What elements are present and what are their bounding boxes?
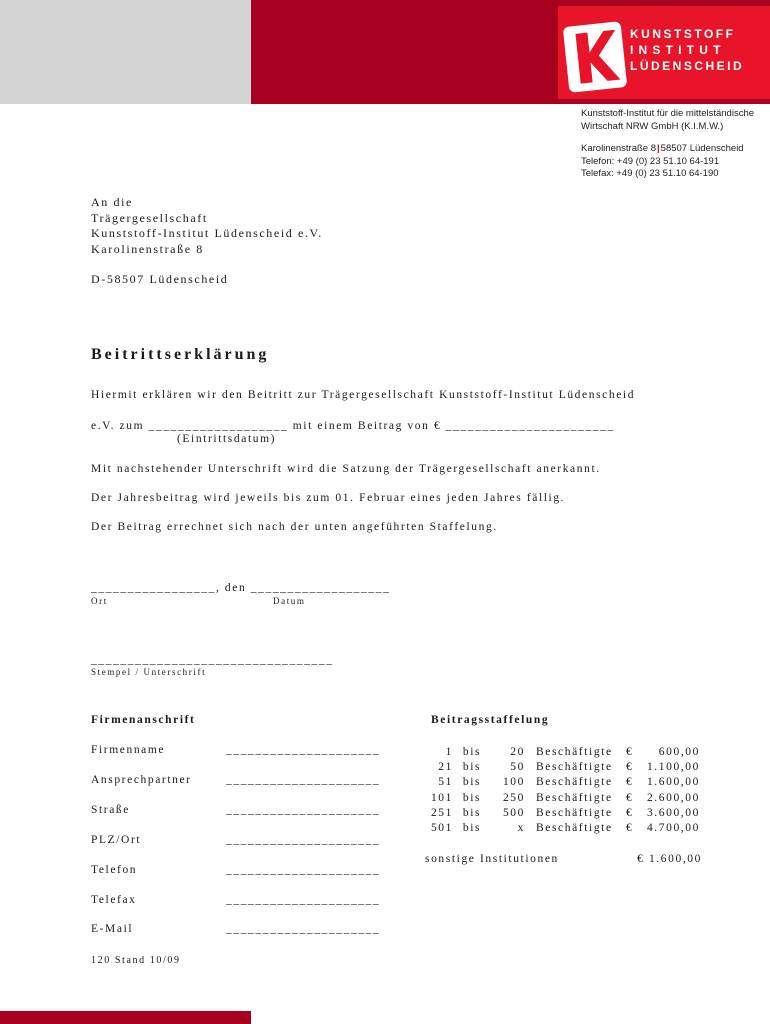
fee-unit: Beschäftigte	[536, 821, 613, 834]
company-heading: Firmenanschrift	[91, 714, 196, 726]
entry-date-hint: (Eintrittsdatum)	[177, 433, 277, 445]
statute-text: Mit nachstehender Unterschrift wird die Satzung der Trägergesellschaft anerkannt.	[91, 463, 601, 475]
date-label: Datum	[273, 596, 306, 606]
fee-row	[425, 745, 700, 760]
fee-to: 50	[510, 761, 525, 774]
fee-other-amount: € 1.600,00	[637, 853, 702, 865]
fee-row	[425, 821, 700, 836]
recipient-address	[91, 195, 323, 288]
document-title: Beitrittserklärung	[91, 346, 270, 363]
field-label-street: Straße	[91, 804, 130, 816]
fee-amount: 1.100,00	[646, 761, 700, 774]
field-input-phone[interactable]: _____________________	[226, 864, 381, 876]
fee-row	[425, 806, 700, 821]
fee-bis: bis	[462, 791, 482, 804]
place-label: Ort	[91, 596, 108, 606]
fee-currency: €	[626, 776, 634, 789]
fee-from: 251	[430, 806, 453, 819]
fee-amount: 2.600,00	[646, 791, 700, 804]
fee-from: 51	[438, 776, 453, 789]
sender-address	[581, 143, 754, 156]
logo-k-icon	[563, 21, 628, 93]
fee-unit: Beschäftigte	[536, 806, 613, 819]
fee-other-label: sonstige Institutionen	[425, 853, 559, 865]
fee-unit: Beschäftigte	[536, 746, 613, 758]
fee-currency: €	[626, 761, 634, 774]
sender-line: Kunststoff-Institut für die mittelständische	[581, 108, 755, 119]
fee-amount: 600,00	[658, 746, 700, 758]
fee-row	[425, 791, 700, 806]
sender-fax: Telefax: +49 (0) 23 51.10 64-190	[581, 168, 719, 179]
header-grey-band	[0, 0, 251, 104]
fee-amount: 1.600,00	[646, 776, 700, 789]
fee-from: 21	[438, 761, 453, 774]
sender-phone: Telefon: +49 (0) 23 51.10 64-191	[581, 155, 720, 167]
field-label-zip-city: PLZ/Ort	[91, 834, 142, 846]
fee-from: 101	[430, 791, 453, 804]
place-date-line[interactable]: _________________, den ___________________	[91, 582, 391, 594]
field-input-street[interactable]: _____________________	[226, 804, 381, 816]
sender-line: Wirtschaft NRW GmbH (K.I.M.W.)	[581, 120, 724, 132]
sender-separator: |	[656, 143, 660, 154]
fee-amount: 3.600,00	[646, 806, 700, 819]
fee-unit: Beschäftigte	[536, 761, 613, 774]
logo-line: KUNSTSTOFF	[630, 27, 736, 41]
field-input-company-name[interactable]: _____________________	[226, 744, 381, 756]
fee-unit: Beschäftigte	[536, 791, 613, 804]
fee-currency: €	[626, 806, 634, 819]
field-input-fax[interactable]: _____________________	[226, 894, 381, 906]
address-line: An die	[91, 195, 133, 209]
field-input-email[interactable]: _____________________	[226, 923, 381, 935]
field-label-phone: Telefon	[91, 864, 138, 876]
scale-note-text: Der Beitrag errechnet sich nach der unten angeführten Staffelung.	[91, 521, 498, 533]
fee-bis: bis	[462, 776, 482, 789]
fee-bis: bis	[462, 746, 482, 758]
field-label-email: E-Mail	[91, 923, 134, 935]
field-input-contact-person[interactable]: _____________________	[226, 774, 381, 786]
fee-from: 501	[430, 821, 453, 834]
fee-scale-heading: Beitragsstaffelung	[431, 714, 550, 726]
field-label-fax: Telefax	[91, 894, 137, 906]
fee-to: x	[517, 821, 525, 834]
fee-row	[425, 760, 700, 775]
field-input-zip-city[interactable]: _____________________	[226, 834, 381, 846]
logo-line: LÜDENSCHEID	[630, 59, 745, 73]
entry-date-line[interactable]: e.V. zum ___________________ mit einem Beitrag von € _______________________	[91, 420, 615, 432]
fee-to: 100	[502, 776, 525, 789]
institute-logo	[558, 6, 770, 99]
sender-block	[581, 108, 754, 181]
footer-red-band	[0, 1011, 251, 1024]
address-zip-city: D-58507 Lüdenscheid	[91, 272, 229, 286]
fee-amount: 4.700,00	[646, 821, 700, 834]
fee-bis: bis	[462, 761, 482, 774]
form-version: 120 Stand 10/09	[91, 955, 181, 966]
fee-currency: €	[626, 746, 634, 758]
fee-bis: bis	[462, 806, 482, 819]
field-label-company-name: Firmenname	[91, 744, 166, 756]
fee-to: 250	[502, 791, 525, 804]
fee-bis: bis	[462, 821, 482, 834]
sender-street: Karolinenstraße 8	[581, 143, 656, 154]
address-line: Kunststoff-Institut Lüdenscheid e.V.	[91, 226, 323, 240]
field-label-contact-person: Ansprechpartner	[91, 774, 192, 786]
logo-wordmark	[630, 26, 744, 74]
fee-from: 1	[445, 746, 453, 758]
intro-text: Hiermit erklären wir den Beitritt zur Trägergesellschaft Kunststoff-Institut Lüdenscheid	[91, 389, 636, 401]
fee-to: 500	[502, 806, 525, 819]
fee-unit: Beschäftigte	[536, 776, 613, 789]
fee-currency: €	[626, 791, 634, 804]
signature-line[interactable]: _________________________________	[91, 654, 334, 666]
logo-line: INSTITUT	[630, 43, 726, 57]
address-line: Karolinenstraße 8	[91, 241, 204, 256]
fee-currency: €	[626, 821, 634, 834]
annual-fee-text: Der Jahresbeitrag wird jeweils bis zum 01. Februar eines jeden Jahres fällig.	[91, 492, 566, 504]
fee-to: 20	[510, 746, 525, 758]
fee-row	[425, 775, 700, 790]
signature-label: Stempel / Unterschrift	[91, 667, 207, 677]
fee-other-institutions	[425, 853, 702, 865]
address-line: Trägergesellschaft	[91, 210, 208, 225]
fee-scale-table	[425, 745, 700, 836]
sender-city: 58507 Lüdenscheid	[660, 143, 744, 154]
